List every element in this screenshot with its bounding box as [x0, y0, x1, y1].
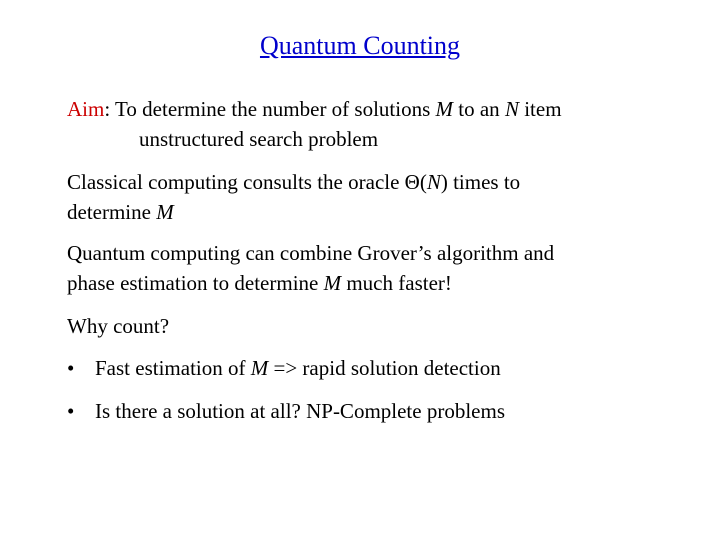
- variable-m: M: [156, 200, 174, 224]
- variable-m: M: [250, 356, 269, 380]
- quantum-paragraph: [67, 238, 687, 298]
- aim-label: Aim: [67, 97, 105, 121]
- aim-text-b: to an: [453, 97, 505, 121]
- variable-m: M: [435, 97, 454, 121]
- bullet-item-2: [67, 396, 687, 426]
- classical-line-1: [67, 167, 687, 197]
- aim-paragraph: [67, 94, 687, 154]
- aim-line-1: [67, 94, 687, 124]
- bullet-text-b: => rapid solution detection: [268, 356, 501, 380]
- quantum-text-b: much faster!: [341, 271, 452, 295]
- classical-paragraph: [67, 167, 687, 227]
- variable-m: M: [323, 271, 342, 295]
- bullet-icon: •: [67, 356, 75, 380]
- why-count-heading: Why count?: [67, 314, 170, 338]
- bullet-icon: •: [67, 399, 75, 423]
- bullet-text: Is there a solution at all? NP-Complete problems: [95, 399, 505, 423]
- aim-text-c: item: [518, 97, 562, 121]
- bullet-item-1: [67, 353, 687, 383]
- aim-line-2: unstructured search problem: [139, 127, 379, 151]
- classical-text-b: ) times to: [440, 170, 521, 194]
- classical-text-a: Classical computing consults the oracle Θ(: [67, 170, 427, 194]
- quantum-line-2: [67, 268, 687, 298]
- variable-n: N: [426, 170, 441, 194]
- classical-line-2: [67, 197, 687, 227]
- aim-colon: :: [104, 97, 111, 121]
- aim-text-a: To determine the number of solutions: [110, 97, 436, 121]
- quantum-line-1: Quantum computing can combine Grover’s algorithm and: [67, 241, 555, 265]
- classical-text-c: determine: [67, 200, 157, 224]
- variable-n: N: [504, 97, 519, 121]
- bullet-text-a: Fast estimation of: [95, 356, 251, 380]
- quantum-text-a: phase estimation to determine: [67, 271, 324, 295]
- slide-title: Quantum Counting: [259, 31, 461, 60]
